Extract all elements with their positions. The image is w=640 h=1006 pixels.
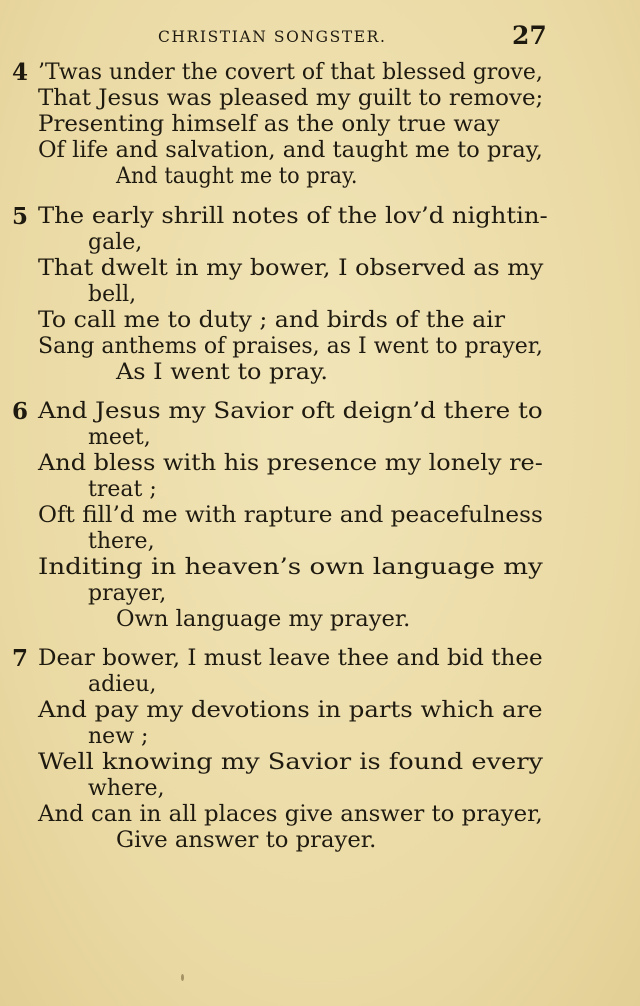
- refrain-line: As I went to pray.: [116, 360, 329, 385]
- verse-number: 5: [12, 203, 29, 230]
- verse-line: That dwelt in my bower, I observed as my: [38, 256, 544, 281]
- verse-line: And pay my devotions in parts which are: [38, 698, 543, 723]
- verse-line: That Jesus was pleased my guilt to remove;: [38, 86, 544, 111]
- verse-line: Well knowing my Savior is found every: [38, 750, 543, 775]
- verse-line: meet,: [88, 425, 151, 450]
- page-number: 27: [512, 21, 547, 50]
- running-title: CHRISTIAN SONGSTER.: [158, 28, 387, 46]
- verse-line: Oft fill’d me with rapture and peacefulness: [38, 503, 543, 528]
- paper-speck: [181, 974, 184, 981]
- verse-line: Sang anthems of praises, as I went to prayer,: [38, 334, 543, 359]
- verse-number: 6: [12, 398, 29, 425]
- verse-number: 7: [12, 645, 29, 672]
- verse-line: And Jesus my Savior oft deign’d there to: [38, 399, 543, 424]
- verse-line: gale,: [88, 230, 143, 255]
- verse-line: And can in all places give answer to prayer,: [38, 802, 543, 827]
- refrain-line: Own language my prayer.: [116, 607, 411, 632]
- verse-line: Inditing in heaven’s own language my: [38, 555, 543, 580]
- verse-number: 4: [12, 59, 29, 86]
- verse-line: Presenting himself as the only true way: [38, 112, 500, 137]
- refrain-line: And taught me to pray.: [116, 164, 358, 189]
- verse-line: prayer,: [88, 581, 167, 606]
- verse-line: bell,: [88, 282, 137, 307]
- verse-line: ’Twas under the covert of that blessed grove,: [38, 60, 543, 85]
- verse-line: The early shrill notes of the lov’d nightin-: [38, 204, 548, 229]
- verse-line: And bless with his presence my lonely re-: [38, 451, 543, 476]
- verse-line: Of life and salvation, and taught me to pray,: [38, 138, 543, 163]
- verse-line: adieu,: [88, 672, 157, 697]
- verse-line: Dear bower, I must leave thee and bid thee: [38, 646, 543, 671]
- verse-line: To call me to duty ; and birds of the air: [38, 308, 506, 333]
- refrain-line: Give answer to prayer.: [116, 828, 377, 853]
- verse-line: there,: [88, 529, 155, 554]
- verse-line: where,: [88, 776, 165, 801]
- verse-line: new ;: [88, 724, 149, 749]
- verse-line: treat ;: [88, 477, 157, 502]
